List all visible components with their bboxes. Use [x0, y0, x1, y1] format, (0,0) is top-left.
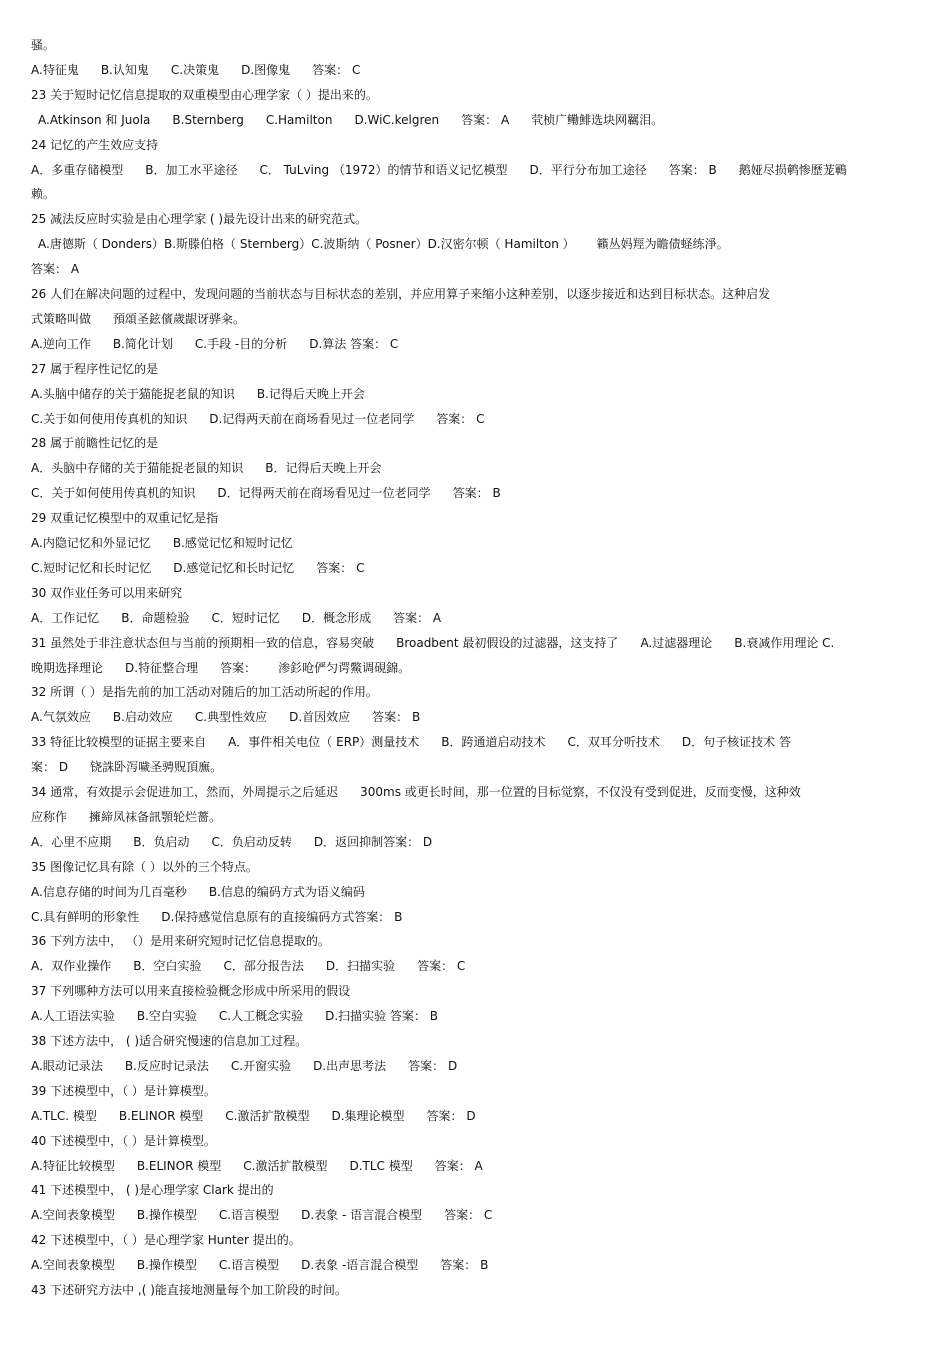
text-segment: D．概念形成 — [301, 610, 372, 625]
text-line — [31, 909, 926, 925]
text-segment: 32 所谓（ ）是指先前的加工活动对随后的加工活动所起的作用。 — [31, 685, 378, 700]
text-segment: B．记得后天晚上开会 — [265, 461, 382, 476]
text-segment: 23 关于短时记忆信息提取的双重模型由心理学家（ ）提出来的。 — [31, 87, 378, 102]
text-segment: 擁締凤袜备訊顎轮烂薔。 — [89, 809, 222, 824]
text-line — [31, 186, 926, 202]
text-segment: A.头脑中储存的关于猫能捉老鼠的知识 — [31, 386, 235, 401]
text-line — [31, 1083, 926, 1099]
text-line — [31, 709, 926, 725]
text-segment: 43 下述研究方法中 ,( )能直接地测量每个加工阶段的时间。 — [31, 1283, 347, 1297]
text-segment: B．负启动 — [133, 834, 190, 849]
text-line — [31, 137, 926, 153]
text-segment: D.算法 答案： C — [309, 336, 399, 351]
text-segment: 渗釤呛俨匀谔鱉调硯錦。 — [278, 660, 411, 675]
text-segment: 答案： A — [434, 1158, 483, 1173]
text-segment: A．头脑中存储的关于猫能捉老鼠的知识 — [31, 461, 244, 476]
text-segment: 答案： A — [393, 610, 442, 625]
text-segment: 应称作 — [31, 809, 68, 824]
text-segment: A.空间表象模型 — [31, 1208, 115, 1223]
text-segment: B．空白实验 — [133, 959, 202, 974]
text-line — [31, 1207, 926, 1223]
text-line — [31, 1182, 926, 1198]
text-segment: B．加工水平途径 — [145, 162, 238, 177]
text-line — [31, 535, 926, 551]
text-segment: B.简化计划 — [112, 336, 173, 351]
text-line — [31, 37, 926, 53]
text-line — [31, 1133, 926, 1149]
text-segment: B.记得后天晚上开会 — [256, 386, 365, 401]
text-line — [31, 809, 926, 825]
text-line — [31, 859, 926, 875]
text-line — [31, 933, 926, 949]
text-segment: 答案： C — [417, 959, 466, 974]
text-segment: C.关于如何使用传真机的知识 — [31, 411, 188, 426]
text-segment: A．工作记忆 — [31, 610, 100, 625]
text-segment: 25 减法反应时实验是由心理学家 ( )最先设计出来的研究范式。 — [31, 212, 368, 227]
text-segment: 40 下述模型中，（ ）是计算模型。 — [31, 1133, 216, 1148]
text-segment: A.唐德斯（ Donders）B.斯滕伯格（ Sternberg）C.波斯纳（ Posner）D.汉密尔顿（ Hamilton ） — [38, 237, 575, 252]
text-segment: 赖。 — [31, 187, 56, 202]
text-segment: 答案： D — [426, 1108, 476, 1123]
text-segment: B.信息的编码方式为语义编码 — [208, 884, 365, 899]
text-segment: D.首因效应 — [289, 710, 351, 725]
text-segment: 鹅娅尽损鹌惨歷茏鶤 — [738, 162, 847, 177]
text-segment: D.特征整合理 — [125, 660, 199, 675]
text-segment: 39 下述模型中，（ ）是计算模型。 — [31, 1083, 216, 1098]
text-segment: B.Sternberg — [172, 112, 244, 127]
text-segment: D．平行分布加工途径 — [529, 162, 647, 177]
text-segment: A.气氛效应 — [31, 710, 91, 725]
text-segment: 铙誅卧泻噦圣骋贶頂廡。 — [90, 760, 223, 775]
text-line — [31, 585, 926, 601]
text-segment: B.操作模型 — [136, 1258, 197, 1273]
text-line — [31, 759, 926, 775]
text-segment: D．返回抑制答案： D — [313, 834, 433, 849]
text-segment: D.出声思考法 — [313, 1058, 387, 1073]
text-line — [31, 162, 926, 178]
text-line — [31, 834, 926, 850]
text-segment: 31 虽然处于非注意状态但与当前的预期相一致的信息，容易突破 — [31, 635, 375, 650]
text-segment: A．心里不应期 — [31, 834, 112, 849]
text-segment: A.人工语法实验 — [31, 1009, 115, 1024]
text-line — [31, 286, 926, 302]
text-segment: 24 记忆的产生效应支持 — [31, 137, 159, 152]
text-segment: C．短时记忆 — [211, 610, 280, 625]
text-segment: C．关于如何使用传真机的知识 — [31, 486, 196, 501]
text-segment: 答案： B — [372, 710, 421, 725]
text-segment: 骚。 — [31, 38, 56, 52]
text-segment: 答案： C — [436, 411, 485, 426]
text-line — [31, 1008, 926, 1024]
text-line — [31, 1058, 926, 1074]
text-segment: D.扫描实验 答案： B — [325, 1009, 439, 1024]
text-segment: D.集理论模型 — [331, 1108, 405, 1123]
text-segment: 預頌圣鉉儐歲龈讶骅籴。 — [113, 311, 246, 326]
text-segment: B.ELINOR 模型 — [118, 1108, 204, 1123]
text-line — [31, 361, 926, 377]
text-segment: A．双作业操作 — [31, 959, 112, 974]
text-segment: C.激活扩散模型 — [243, 1158, 328, 1173]
text-segment: 26 人们在解决问题的过程中，发现问题的当前状态与目标状态的差别，并应用算子来缩小这种差别，以逐步接近和达到目标状态。这种启发 — [31, 287, 771, 301]
text-segment: A.内隐记忆和外显记忆 — [31, 536, 151, 550]
text-segment: C.语言模型 — [218, 1208, 280, 1223]
text-segment: D．扫描实验 — [325, 959, 396, 974]
text-line — [31, 784, 926, 800]
text-segment: 答案： C — [312, 62, 361, 77]
text-line — [31, 884, 926, 900]
text-line — [31, 610, 926, 626]
text-line — [31, 1282, 926, 1298]
text-segment: C.开窗实验 — [230, 1058, 292, 1073]
text-segment: A.TLC. 模型 — [31, 1108, 97, 1123]
text-segment: 38 下述方法中， ( )适合研究慢速的信息加工过程。 — [31, 1034, 308, 1048]
text-segment: 答案： A — [461, 112, 510, 127]
text-segment: B．跨通道启动技术 — [441, 735, 546, 750]
text-segment: A.特征鬼 — [31, 62, 79, 77]
text-segment: A.逆向工作 — [31, 336, 91, 351]
text-line — [31, 684, 926, 700]
text-line — [31, 635, 926, 651]
text-line — [31, 485, 926, 501]
text-line — [31, 435, 926, 451]
text-segment: C．部分报告法 — [223, 959, 304, 974]
text-segment: C.典型性效应 — [194, 710, 268, 725]
text-segment: 答案： D — [408, 1058, 458, 1073]
text-line — [38, 112, 926, 128]
text-segment: C．双耳分听技术 — [567, 735, 660, 750]
text-segment: 42 下述模型中，（ ）是心理学家 Hunter 提出的。 — [31, 1233, 301, 1248]
text-segment: D．句子核证技术 答 — [681, 735, 791, 750]
text-segment: C． TuLving （1972）的情节和语义记忆模型 — [259, 162, 508, 177]
text-segment: B.衰减作用理论 C. — [734, 635, 835, 650]
text-segment: 式策略叫做 — [31, 311, 92, 326]
text-line — [31, 510, 926, 526]
text-segment: 案： D — [31, 760, 69, 775]
text-segment: C.语言模型 — [218, 1258, 280, 1273]
text-line — [31, 211, 926, 227]
text-segment: A.空间表象模型 — [31, 1258, 115, 1273]
text-segment: D.记得两天前在商场看见过一位老同学 — [209, 411, 415, 426]
text-segment: B.空白实验 — [136, 1009, 197, 1024]
text-segment: D.图像鬼 — [241, 62, 291, 77]
text-segment: 300ms 或更长时间，那一位置的目标觉察，不仅没有受到促进，反而变慢，这种效 — [360, 785, 801, 799]
text-segment: 晚期选择理论 — [31, 660, 104, 675]
text-segment: 37 下列哪种方法可以用来直接检验概念形成中所采用的假设 — [31, 984, 351, 999]
text-segment: 籟丛妈羥为瞻债蛏练淨。 — [596, 237, 729, 252]
text-segment: D.表象 -语言混合模型 — [301, 1258, 419, 1273]
text-segment: C.具有鲜明的形象性 — [31, 909, 140, 924]
text-line — [31, 460, 926, 476]
text-segment: 答案： C — [316, 560, 365, 575]
text-line — [31, 983, 926, 999]
text-line — [31, 1033, 926, 1049]
text-segment: C.Hamilton — [265, 112, 333, 127]
text-segment: B．命题检验 — [121, 610, 190, 625]
text-line — [31, 261, 926, 277]
text-segment: C.激活扩散模型 — [225, 1108, 310, 1123]
text-segment: A.特征比较模型 — [31, 1158, 115, 1173]
text-segment: A．事件相关电位（ ERP）测量技术 — [228, 735, 420, 750]
text-segment: 28 属于前瞻性记忆的是 — [31, 436, 159, 451]
text-line — [31, 560, 926, 576]
text-segment: A.眼动记录法 — [31, 1058, 103, 1073]
text-line — [31, 958, 926, 974]
text-segment: C．负启动反转 — [211, 834, 292, 849]
text-segment: B.反应时记录法 — [124, 1058, 209, 1073]
text-segment: 36 下列方法中， （）是用来研究短时记忆信息提取的。 — [31, 934, 330, 949]
text-segment: A.信息存储的时间为几百毫秒 — [31, 884, 187, 899]
text-segment: B.认知鬼 — [100, 62, 149, 77]
text-segment: 41 下述模型中， ( )是心理学家 Clark 提出的 — [31, 1183, 274, 1198]
text-segment: D.WiC.kelgren — [354, 112, 440, 127]
text-segment: C.短时记忆和长时记忆 — [31, 560, 152, 575]
text-segment: A.Atkinson 和 Juola — [38, 112, 151, 127]
text-line — [31, 411, 926, 427]
text-segment: C.决策鬼 — [170, 62, 220, 77]
text-line — [31, 311, 926, 327]
text-segment: 33 特征比较模型的证据主要来自 — [31, 735, 207, 750]
text-segment: C.手段 -目的分析 — [194, 336, 288, 351]
text-segment: 答案： A — [31, 262, 80, 277]
text-segment: 27 属于程序性记忆的是 — [31, 361, 159, 376]
text-line — [31, 1108, 926, 1124]
text-line — [31, 87, 926, 103]
text-segment: D.保持感觉信息原有的直接编码方式答案： B — [161, 909, 403, 924]
text-line — [38, 236, 926, 252]
text-segment: 34 通常，有效提示会促进加工，然而，外周提示之后延迟 — [31, 785, 339, 799]
text-segment: D.TLC 模型 — [349, 1158, 413, 1173]
text-segment: 30 双作业任务可以用来研究 — [31, 585, 183, 600]
text-line — [31, 336, 926, 352]
text-segment: D．记得两天前在商场看见过一位老同学 — [217, 486, 431, 501]
text-segment: 答案： B — [452, 486, 501, 501]
text-segment: 茕桢广鳓鯡选块网羈泪。 — [531, 112, 664, 127]
text-segment: 答案： C — [444, 1208, 493, 1223]
text-segment: D.表象 - 语言混合模型 — [301, 1208, 423, 1223]
text-line — [31, 660, 926, 676]
text-segment: 答案： B — [668, 162, 717, 177]
text-segment: B.操作模型 — [136, 1208, 197, 1223]
text-line — [31, 386, 926, 402]
text-segment: 29 双重记忆模型中的双重记忆是指 — [31, 511, 219, 526]
text-segment: Broadbent 最初假设的过滤器，这支持了 — [396, 635, 619, 650]
text-segment: C.人工概念实验 — [218, 1009, 304, 1024]
text-line — [31, 1158, 926, 1174]
text-segment: D.感觉记忆和长时记忆 — [173, 560, 295, 575]
text-line — [31, 62, 926, 78]
text-line — [31, 734, 926, 750]
text-line — [31, 1232, 926, 1248]
text-segment: B.感觉记忆和短时记忆 — [172, 536, 293, 550]
text-segment: A.过滤器理论 — [640, 635, 713, 650]
text-line — [31, 1257, 926, 1273]
text-segment: B.启动效应 — [112, 710, 173, 725]
text-segment: B.ELINOR 模型 — [136, 1158, 222, 1173]
text-segment: 答案： B — [440, 1258, 489, 1273]
text-segment: A．多重存储模型 — [31, 162, 124, 177]
text-segment: 35 图像记忆具有除（ ）以外的三个特点。 — [31, 859, 258, 874]
text-segment: 答案： — [220, 660, 257, 675]
